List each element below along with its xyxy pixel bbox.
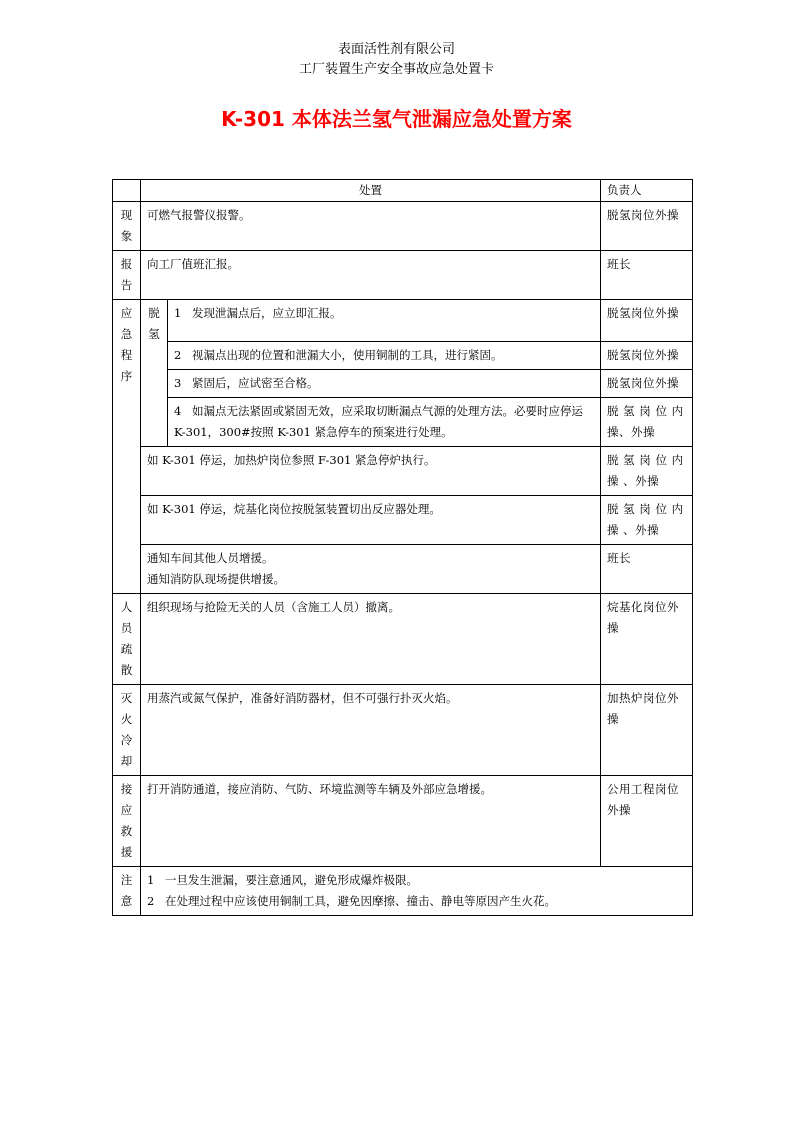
emergency-notify-row (113, 545, 693, 594)
row-action: 用蒸汽或氮气保护，准备好消防器材，但不可强行扑灭火焰。 (141, 685, 601, 776)
row-notes (113, 867, 693, 916)
row-owner: 脱 氢 岗 位 内 操 、外操 (601, 496, 693, 545)
row-action: 如 K-301 停运，烷基化岗位按脱氢装置切出反应器处理。 (141, 496, 601, 545)
header-action: 处置 (141, 180, 601, 202)
row-label: 接应救援 (113, 776, 141, 867)
step-text: 2 视漏点出现的位置和泄漏大小，使用铜制的工具，进行紧固。 (168, 342, 601, 370)
row-action: 向工厂值班汇报。 (141, 251, 601, 300)
step-text: 3 紧固后，应试密至合格。 (168, 370, 601, 398)
row-owner: 脱 氢 岗 位 内 操 、外操 (601, 447, 693, 496)
row-owner: 脱氢岗位外操 (601, 370, 693, 398)
row-label: 现象 (113, 202, 141, 251)
step-text: 4 如漏点无法紧固或紧固无效，应采取切断漏点气源的处理方法。必要时应停运 K-301，300#按照 K-301 紧急停车的预案进行处理。 (168, 398, 601, 447)
row-owner: 班长 (601, 545, 693, 594)
row-owner: 加热炉岗位外操 (601, 685, 693, 776)
page-title: K-301 本体法兰氢气泄漏应急处置方案 (221, 107, 572, 131)
note-item: 2 在处理过程中应该使用铜制工具，避免因摩擦、撞击、静电等原因产生火花。 (147, 894, 556, 908)
row-evacuation (113, 594, 693, 685)
note-item: 1 一旦发生泄漏，要注意通风，避免形成爆炸极限。 (147, 873, 418, 887)
row-action: 组织现场与抢险无关的人员（含施工人员）撤离。 (141, 594, 601, 685)
row-owner: 脱氢岗位外操 (601, 300, 693, 342)
row-label: 应急程序 (113, 300, 141, 594)
row-action: 如 K-301 停运，加热炉岗位参照 F-301 紧急停炉执行。 (141, 447, 601, 496)
row-action: 打开消防通道，接应消防、气防、环境监测等车辆及外部应急增援。 (141, 776, 601, 867)
sub-label: 脱氢 (141, 300, 168, 447)
row-owner: 烷基化岗位外操 (601, 594, 693, 685)
header-owner: 负责人 (601, 180, 693, 202)
row-action: 通知车间其他人员增援。 通知消防队现场提供增援。 (141, 545, 601, 594)
row-phenomenon (113, 202, 693, 251)
row-owner: 脱氢岗位外操 (601, 342, 693, 370)
table-header-row (113, 180, 693, 202)
row-label: 灭火冷却 (113, 685, 141, 776)
emergency-step-2 (113, 342, 693, 370)
emergency-response-table (112, 179, 693, 916)
emergency-alkylation-row (113, 496, 693, 545)
row-label: 报告 (113, 251, 141, 300)
emergency-step-4 (113, 398, 693, 447)
emergency-step-3 (113, 370, 693, 398)
emergency-step-1 (113, 300, 693, 342)
row-label: 人员疏散 (113, 594, 141, 685)
row-action: 可燃气报警仪报警。 (141, 202, 601, 251)
header-blank-cell (113, 180, 141, 202)
company-name: 表面活性剂有限公司 (337, 42, 455, 57)
row-fire (113, 685, 693, 776)
row-owner: 公用工程岗位外操 (601, 776, 693, 867)
card-type: 工厂装置生产安全事故应急处置卡 (298, 62, 494, 77)
step-text: 1 发现泄漏点后，应立即汇报。 (168, 300, 601, 342)
emergency-furnace-row (113, 447, 693, 496)
row-label: 注意 (113, 867, 141, 916)
row-owner: 脱氢岗位外操 (601, 202, 693, 251)
row-report (113, 251, 693, 300)
row-rescue (113, 776, 693, 867)
notes-list (141, 867, 693, 916)
row-owner: 班长 (601, 251, 693, 300)
row-owner: 脱 氢 岗 位 内 操、外操 (601, 398, 693, 447)
